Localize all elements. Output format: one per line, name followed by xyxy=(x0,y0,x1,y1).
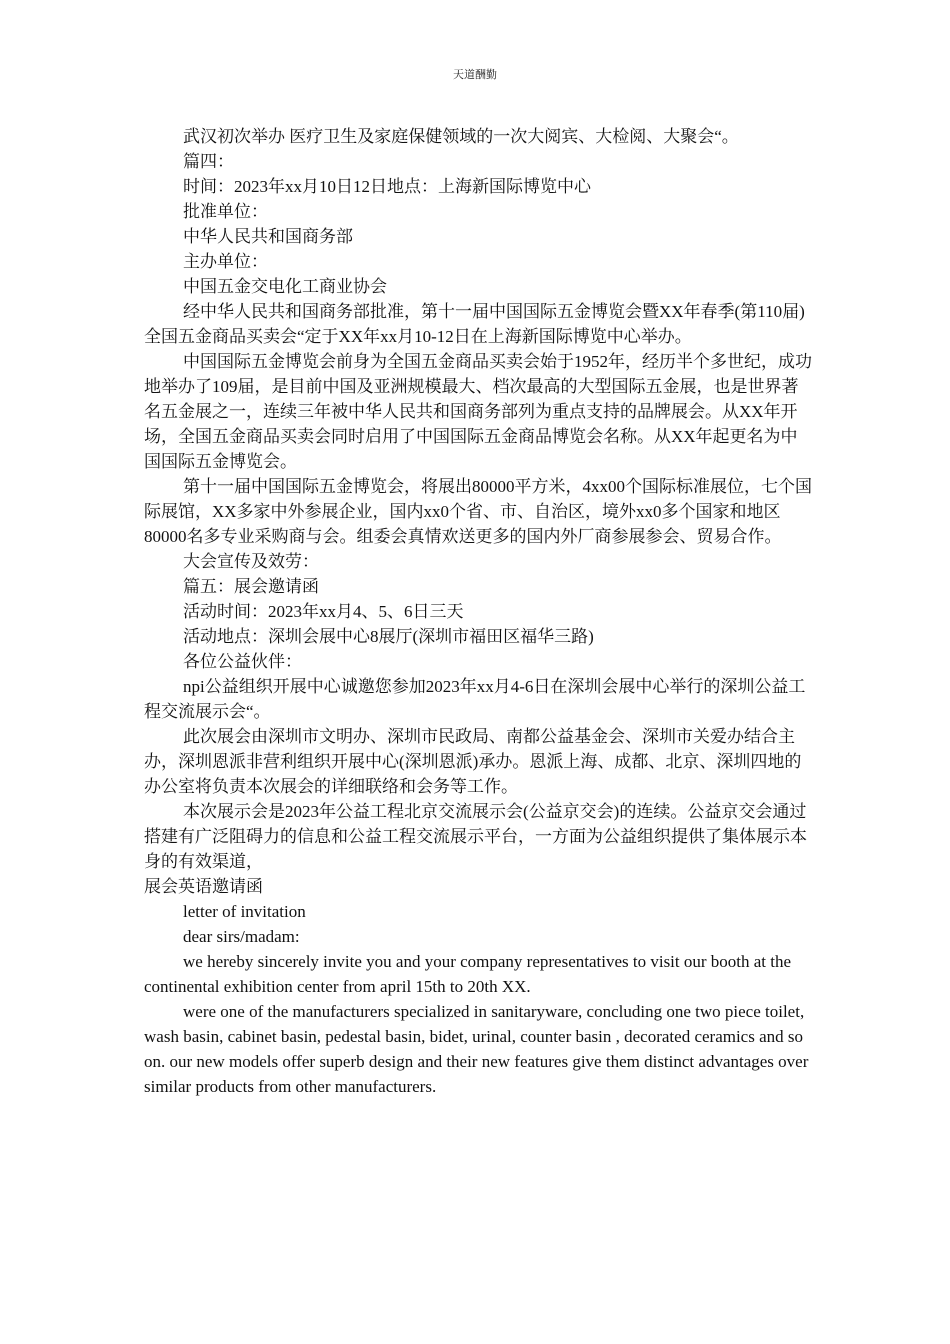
paragraph: 中国五金交电化工商业协会 xyxy=(183,277,387,296)
paragraph: letter of invitation xyxy=(183,902,306,921)
paragraph: were one of the manufacturers specialized in sanitaryware, concluding one two piece toilet, wash basin, cabinet basin, pedestal basin, bidet, urinal, counter basin , decorated ceramics and so on. our new models offer superb design and their new features give them distinct advantages over similar products from other manufacturers. xyxy=(144,1002,809,1096)
paragraph: we hereby sincerely invite you and your company representatives to visit our booth at the continental exhibition center from april 15th to 20th XX. xyxy=(144,952,792,996)
document-body xyxy=(144,124,812,1099)
paragraph: 第十一届中国国际五金博览会，将展出80000平方米，4xx00个国际标准展位，七个国际展馆，XX多家中外参展企业，国内xx0个省、市、自治区，境外xx0多个国家和地区80000名多专业采购商与会。组委会真情欢送更多的国内外厂商参展参会、贸易合作。 xyxy=(144,477,812,546)
paragraph: 批准单位： xyxy=(183,202,268,221)
paragraph: npi公益组织开展中心诚邀您参加2023年xx月4-6日在深圳会展中心举行的深圳公益工程交流展示会“。 xyxy=(144,677,806,721)
paragraph: 各位公益伙伴： xyxy=(183,652,302,671)
paragraph: 本次展示会是2023年公益工程北京交流展示会(公益京交会)的连续。公益京交会通过搭建有广泛阻碍力的信息和公益工程交流展示平台，一方面为公益组织提供了集体展示本身的有效渠道， xyxy=(144,802,807,871)
paragraph: 活动时间：2023年xx月4、5、6日三天 xyxy=(183,602,464,621)
paragraph: 武汉初次举办 医疗卫生及家庭保健领域的一次大阅宾、大检阅、大聚会“。 xyxy=(183,127,739,146)
paragraph: 篇五：展会邀请函 xyxy=(183,577,319,596)
paragraph: 此次展会由深圳市文明办、深圳市民政局、南都公益基金会、深圳市关爱办结合主办，深圳恩派非营利组织开展中心(深圳恩派)承办。恩派上海、成都、北京、深圳四地的办公室将负责本次展会的详细联络和会务等工作。 xyxy=(144,727,802,796)
paragraph: 篇四： xyxy=(183,152,234,171)
paragraph: 主办单位： xyxy=(183,252,268,271)
paragraph: 活动地点：深圳会展中心8展厅(深圳市福田区福华三路) xyxy=(183,627,594,646)
paragraph: 展会英语邀请函 xyxy=(144,877,263,896)
paragraph: 大会宣传及效劳： xyxy=(183,552,319,571)
paragraph: 时间：2023年xx月10日12日地点：上海新国际博览中心 xyxy=(183,177,591,196)
paragraph: dear sirs/madam: xyxy=(183,927,300,946)
paragraph: 中华人民共和国商务部 xyxy=(183,227,353,246)
paragraph: 经中华人民共和国商务部批准，第十一届中国国际五金博览会暨XX年春季(第110届)全国五金商品买卖会“定于XX年xx月10-12日在上海新国际博览中心举办。 xyxy=(144,302,805,346)
paragraph: 中国国际五金博览会前身为全国五金商品买卖会始于1952年，经历半个多世纪，成功地举办了109届，是目前中国及亚洲规模最大、档次最高的大型国际五金展，也是世界著名五金展之一，连续三年被中华人民共和国商务部列为重点支持的品牌展会。从XX年开场，全国五金商品买卖会同时启用了中国国际五金商品博览会名称。从XX年起更名为中国国际五金博览会。 xyxy=(144,352,812,471)
page-header: 天道酬勤 xyxy=(453,68,497,81)
